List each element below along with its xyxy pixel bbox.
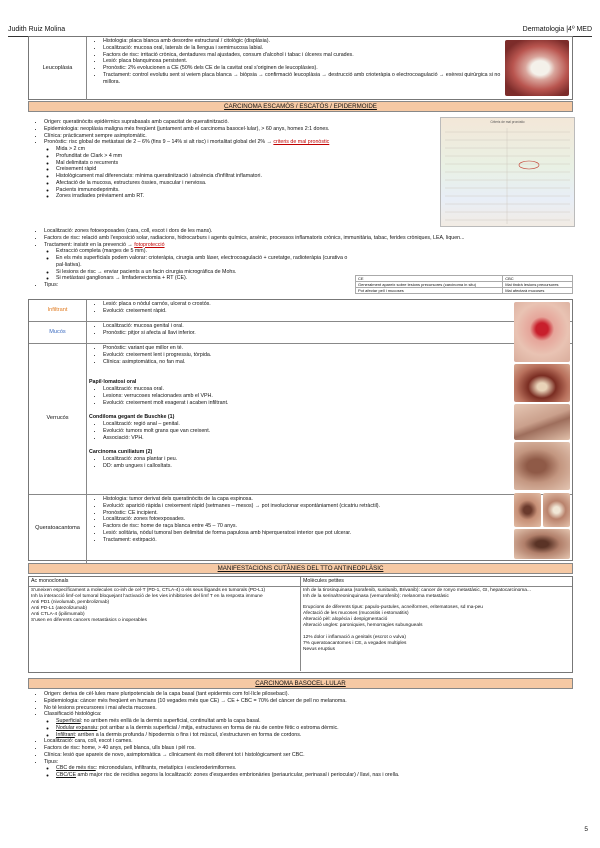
list-item: • DD: amb ungues i callosItats.: [103, 463, 474, 470]
ce-prognosis: [44, 139, 430, 200]
leucoplasia-list: [89, 38, 513, 85]
leucoplasia-label: Leucoplàsia: [29, 37, 87, 100]
monoclonal-header: Ac monoclonals: [29, 577, 301, 586]
list-item: ◦ Zones irradiades prèviament amb RT.: [56, 193, 430, 200]
cbc-item: • Factors de risc: home, > 40 anys, pell blanca, ulls blaus i pèl ros.: [44, 745, 575, 752]
small-molecules-header: Molècules petites: [303, 578, 344, 584]
list-item: ◦ Histològicament mal diferenciats: mínima queratinització i absència d'infiltrat inflamatori.: [56, 173, 430, 180]
cbc-histology-text: : pot arribar a la dermis superficial / mitja, estructures en forma de niu de centre fètic o estroma dèrmic.: [97, 724, 339, 731]
list-item: ◦ Profunditat de Clark > 4 mm: [56, 153, 430, 160]
cbc-item: • Origen: deriva de cèl·lules mare pluripotencials de la capa basal (tant epidermis com fol·lícle pilosebaci).: [44, 691, 575, 698]
list-item: • Clínica: pràcticament sempre asimptomàtic.: [44, 133, 430, 140]
cbc-type-item: [56, 765, 575, 772]
text-line: S'uneixen específicament a molecules co-inh de cel·T (PD-1, CTLA-4) o els seus lligands en tumorals (PD-L1): [31, 587, 266, 593]
queratoacantoma-photo-3: [514, 529, 570, 559]
cbc-histology-item: [56, 732, 575, 739]
cbc-item: • Localització: cara, coll, escot i cames.: [44, 738, 575, 745]
list-item: • Pronòstic: variant que millor en té.: [103, 345, 474, 352]
text-line: Inh de la serina/treoninquinasa (vemurafenib): melanoma metastàsic: [303, 593, 449, 599]
carcinoma-escamos-banner: [28, 101, 573, 112]
type-mucos-list: [89, 323, 570, 337]
text-line: Anti PD1 (nivolumab, pembrolizmab): [31, 600, 110, 606]
cbc-histology-text: : no arriben més enllà de la dermis superficial, continuïtat amb la capa basal.: [80, 718, 261, 725]
antineoplastic-table: [28, 576, 573, 673]
mini-cell: Mai tindrà lesions precursores: [503, 282, 573, 288]
text-line: Alteració pèl: alopècia i despigmentació: [303, 617, 388, 623]
text-line: Anti CTLA-4 (ipilimumab): [31, 612, 85, 618]
ce-treatment-link[interactable]: fotoprotecció: [134, 241, 165, 248]
list-item: ◦ En els més superficials podem valorar: crioteràpia, cirurgia amb làser, electrocoagulació + curetatge, radioteràpia (curativa o pal·liativa).: [56, 255, 356, 269]
list-item: ◦ Mal delimitats o recurrents: [56, 160, 430, 167]
list-item: • Localització: zones fotoexposades.: [103, 516, 474, 523]
queratoacantoma-photo-2: [543, 493, 570, 527]
list-item: • Evolució: creixement lent i progressiu, tòrpida.: [103, 352, 474, 359]
text-line: Anti PD-L1 (atezolizumab): [31, 606, 87, 612]
list-item: • Pronòstic: 2% evolucionen a CE (50% dels CE de la cavitat oral s'originen de leucoplàsies).: [103, 65, 513, 72]
ce-types-label: • Tipus:: [44, 282, 575, 289]
ce-prognosis-text: Pronòstic: risc global de metàstasi de 2 – 6% (fins 9 – 14% si alt risc) i mortalitat global del 2% →: [44, 139, 272, 146]
carcinoma-escamos-title: CARCINOMA ESCAMÓS / ESCATÓS / EPIDERMOIDE: [224, 103, 377, 110]
cbc-item: • Epidemiologia: càncer més freqüent en humans (10 vegades més que CE) → CE + CBC = 70% del càncer de pell no melanoma.: [44, 698, 575, 705]
text-line: Inh de la tirosinquinasa (sorafenib, sunitunib, Brivanib): cancer de ronyo metastàsic, GI, hepatocarcinoma...: [303, 587, 531, 593]
cbc-types-label: Tipus:: [44, 758, 59, 765]
clark-table-lines: [441, 126, 574, 226]
list-item: • Lesió: placa blanquinosa persistent.: [103, 58, 513, 65]
papilomatosi-title: Papil·lomatosi oral: [89, 379, 137, 386]
list-item: • Tractament: extirpació.: [103, 537, 474, 544]
condiloma-photo: [514, 442, 570, 490]
list-item: • Evolució: tumors molt grans que van creixent.: [103, 428, 474, 435]
list-item: • Lesió: solitària, nòdul tumoral ben delimitat de forma papulosa amb hiperqueratosi interior que pot ulcerar.: [103, 530, 474, 537]
list-item: • Localització: mucosa oral, laterals de la llengua i semimucosa labial.: [103, 45, 513, 52]
ce-treatment-list: [44, 248, 356, 282]
list-item: • Pronòstic: CE incipient.: [103, 510, 474, 517]
list-item: • Factors de risc: home de raça blanca entre 45 – 70 anys.: [103, 523, 474, 530]
list-item: ◦ Pacients immunodeprimits.: [56, 187, 430, 194]
text-line: S'usen en diferents cancers metastàsics o inoperables: [31, 618, 147, 624]
ce-types-table: [28, 299, 573, 561]
cbc-histology-text: : arriben a la dermis profunda / hipodermis o fins i tot múscul, s'estructuren en forma de cordons.: [74, 731, 302, 738]
type-infiltrant-label: Infiltrant: [29, 300, 87, 321]
list-item: • Lesions: verrucoses relacionades amb el VPH.: [103, 393, 474, 400]
cbc-histology-label: Classificació histològica:: [44, 711, 102, 718]
basocelular-title: CARCINOMA BASOCEL·LULAR: [255, 680, 346, 687]
list-item: • Associació: VPH.: [103, 435, 474, 442]
list-item: • Localització: zona plantar i peu.: [103, 456, 474, 463]
mini-cell: Mai afectarà mucoses: [503, 288, 573, 294]
basocelular-banner: [28, 678, 573, 689]
cbc-histology-item: [56, 725, 575, 732]
cbc-item: [44, 759, 575, 779]
cbc-type-text: amb major risc de recidiva segons la localització: zones d'esquerdes embrionàries (periauricular, perinasal i periocular) / llavi, nas i orella.: [76, 772, 400, 779]
text-line: Afectació de les mucoses (mucositis i estomatitis): [303, 611, 409, 617]
clark-criteria-table: [440, 117, 575, 227]
antineoplastic-title: MANIFESTACIONS CUTÀNIES DEL TTO ANTINEOPLÀSIC: [217, 565, 384, 572]
cbc-type-item: [56, 772, 575, 779]
ce-prognosis-link[interactable]: criteris de mal pronòstic: [273, 139, 330, 146]
leucoplasia-photo: [505, 40, 569, 96]
list-item: • Factors de risc: irritació crònica, dentadures mal ajustades, consum d'alcohol i tabac i úlceres mal curades.: [103, 52, 513, 59]
ce-risk-factors: • Factors de risc: relació amb l'exposició solar, radiacions, hidrocarburs i agents químics, arsènic, processos inflamatoris crònics, immunitària, tabac, ferides cròniques, LEA, liquen...: [44, 235, 575, 242]
list-item: ◦ Afectació de la mucosa, estructures òssies, muscular i nerviosa.: [56, 180, 430, 187]
list-item: • Histologia: placa blanca amb desordre estructural / citològic (displàsia).: [103, 38, 513, 45]
text-line: Inh la interacció limf-cel tumoral bloquejant l'activació de les vies inhibitories del limf T en la resposta immune: [31, 593, 263, 599]
ce-prognosis-list: [44, 146, 430, 200]
queratoacantoma-list: [89, 496, 474, 543]
small-molecules-lines: [301, 587, 572, 671]
list-item: • Pronòstic: pitjor si afecta al llavi inferior.: [103, 330, 570, 337]
text-line: Erupcions de diferents tipus: papulo-pustules, acneiformes, eritematoses, sd ma-peu: [303, 605, 483, 611]
ce-header: CE: [356, 276, 503, 282]
cbc-item: [44, 711, 575, 738]
list-item: • Epidemiologia: neoplàsia maligna més freqüent (juntament amb el carcinoma basocel·lular), > 60 anys, homes 2:1 dones.: [44, 126, 430, 133]
infiltrant-photo: [514, 302, 570, 362]
carcinoma-escamos-body: [30, 119, 430, 200]
ce-general-list: [30, 119, 430, 139]
list-item: • Evolució: aparició ràpida i creixement ràpid (setmanes – mesos) → pot involucionar espontàniament (cicatriu retràctil).: [103, 503, 474, 510]
leucoplasia-section: [28, 36, 573, 100]
list-item: • Tractament: control evolutiu sent si veiem placa blanca → biòpsia → confirmació leucoplàsia → destrucció amb crioteràpia o electrocoagulació → exèresi quirúrgica si no millora.: [103, 72, 513, 86]
list-item: • Histologia: tumor derivat dels queratinòcits de la capa espinosa.: [103, 496, 474, 503]
condiloma-title: Condiloma gegant de Buschke (1): [89, 414, 175, 421]
type-mucos-label: Mucós: [29, 322, 87, 343]
list-item: • Lesió: placa o nòdul carnós, ulcerat o crostós.: [103, 301, 570, 308]
mini-cell: Pot afectar pell i mucoses: [356, 288, 503, 294]
ce-treatment-text: Tractament: insistir en la prevenció →: [44, 241, 133, 248]
list-item: ◦ Mida > 2 cm: [56, 146, 430, 153]
cuniliatum-title: Carcinoma cuniliatum (2): [89, 449, 153, 456]
ce-vs-cbc-table: [355, 275, 573, 294]
list-item: • Origen: queratinòcits epidèrmics suprabasals amb capacitat de queratinització.: [44, 119, 430, 126]
cbc-histology-term: Superficial: [56, 718, 81, 725]
cbc-item: • No té lesions precursores i mai afecta mucoses.: [44, 705, 575, 712]
basocelular-body: [30, 691, 575, 779]
condiloma-list: [89, 421, 474, 441]
page-number: 5: [584, 826, 588, 833]
ce-localization: • Localització: zones fotoexposades (cara, coll, escot i dors de les mans).: [44, 228, 575, 235]
mini-cell: Generalment apareix sobre lesions precursores (carcinoma in situ): [356, 282, 503, 288]
clark-table-title: Criteris de mal pronòstic: [490, 120, 525, 124]
cbc-header: CBC: [503, 276, 573, 282]
text-line: Nevus eruptius: [303, 646, 335, 652]
cbc-type-term: CBC/CE: [56, 772, 77, 779]
text-line: 12% dolor i inflamació a genitals (escrot o vulva): [303, 634, 406, 640]
list-item: ◦ Extracció completa (marges de 5 mm).: [56, 248, 356, 255]
list-item: • Localització: mucosa genital i oral.: [103, 323, 570, 330]
list-item: ◦ Creixement ràpid: [56, 166, 430, 173]
list-item: • Clínica: asimptomàtica, no fan mal.: [103, 359, 474, 366]
cbc-histology-item: [56, 718, 575, 725]
type-queratoacantoma-label: Queratoacantoma: [29, 495, 87, 563]
cuniliatum-list: [89, 456, 474, 470]
list-item: ◦ Si metàstasi ganglionars → limfadenectomia + RT (CE).: [56, 275, 356, 282]
cbc-type-text: : micronodulars, infiltrants, metatípics i escleroderimiformes.: [95, 765, 237, 772]
cbc-type-term: CBC de més risc: [56, 765, 96, 772]
verrucos-photo: [514, 404, 570, 440]
list-item: ◦ Si lesions de risc → enviar pacients a un facin cirurgia micrográfica de Mohs.: [56, 269, 356, 276]
subject-title: Dermatologia |4º MED: [522, 26, 592, 33]
cbc-item: • Clínica: lesió que apareix de novo, asimptomàtica → clínicament és molt diferent tot i histològicament ser CBC.: [44, 752, 575, 759]
antineoplastic-banner: [28, 563, 573, 574]
type-infiltrant-list: [89, 301, 570, 315]
papilomatosi-list: [89, 386, 474, 406]
cbc-histology-term: Nodular expansiu: [56, 724, 98, 731]
queratoacantoma-photo-1: [514, 493, 541, 527]
list-item: • Evolució: creixement ràpid.: [103, 308, 570, 315]
cbc-histology-term: Infiltrant: [56, 731, 75, 738]
verrucos-list: [89, 345, 474, 365]
text-line: Alteració ungles: paroniquies, hemorragies subungueals: [303, 623, 423, 629]
type-verrucos-label: Verrucós: [29, 344, 87, 494]
list-item: • Localització: mucosa oral.: [103, 386, 474, 393]
monoclonal-lines: [29, 587, 301, 671]
author-name: Judith Ruiz Molina: [8, 26, 66, 33]
text-line: 7% queratoacantomes i CE, a vegades multiples: [303, 640, 407, 646]
list-item: • Localització: regió anal – genital.: [103, 421, 474, 428]
mucos-photo: [514, 364, 570, 402]
list-item: • Evolució: creixement molt exagerat i acaben infiltrant.: [103, 400, 474, 407]
